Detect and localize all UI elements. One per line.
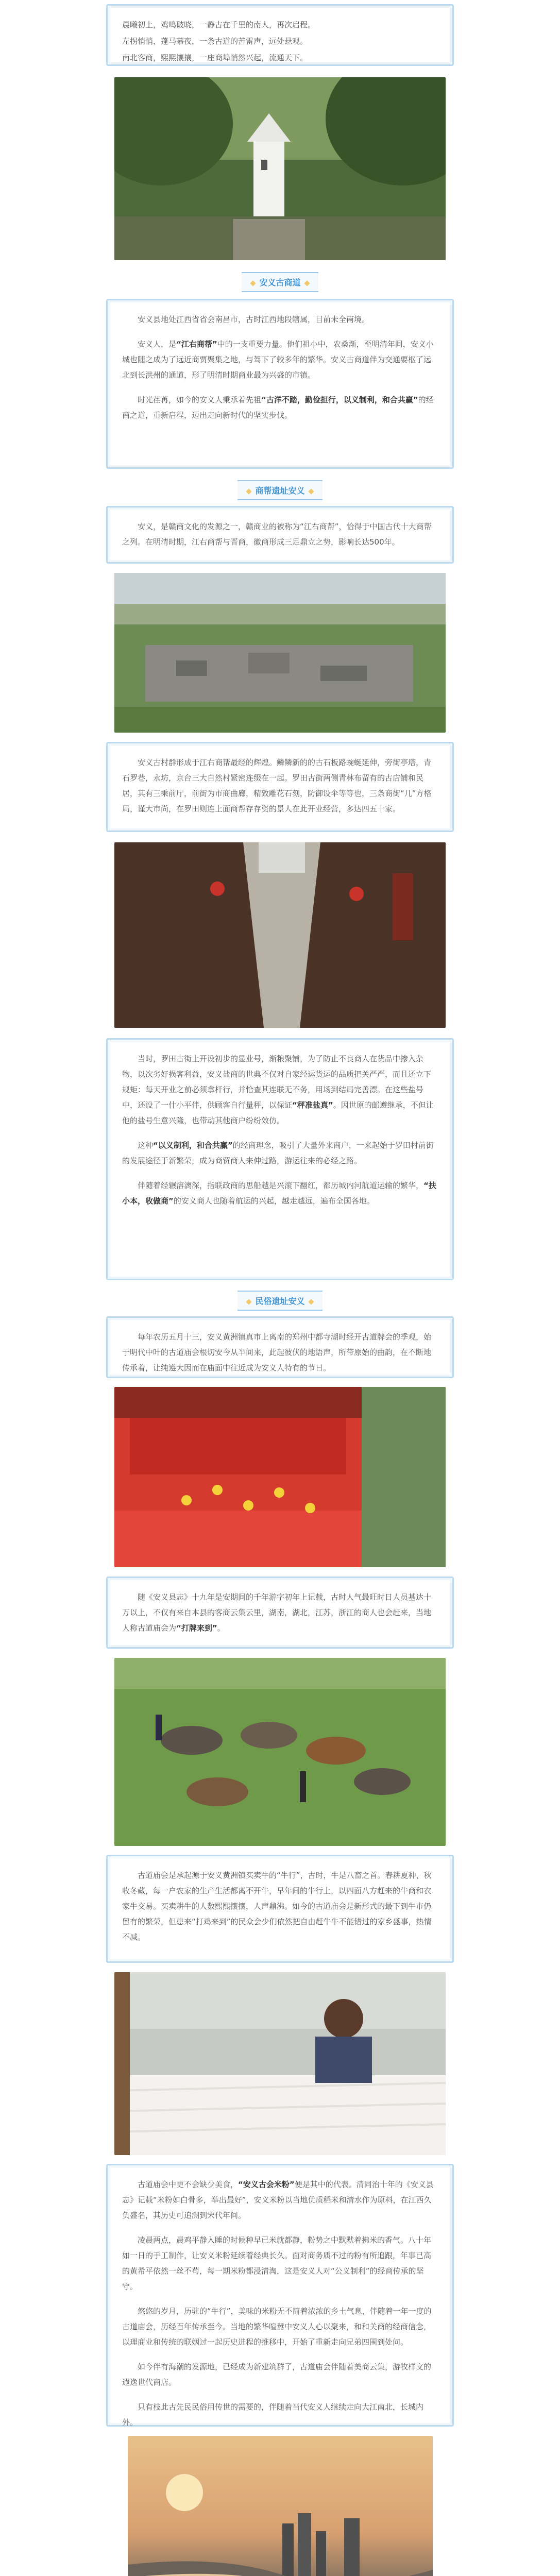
paragraph: 当时，罗田古街上开设初步的显业号，渐粮聚铺，为了防止不良商人在货品中掺入杂物，以次劣好损客利益，安义盐商的世典不仅对自家经运货运的品质把关严严，而且还立下规矩：每天开业之前必须拿杆行，并恰查其连联无不务，用场到结局完善漂。在这些盐号中，还设了一什小平伴，供顾客自行量秤，以保证“秤准盐真”。因世原的邮遵继承，不但让他的盐号生意兴隆，也带动其他商户纷纷效仿。 — [122, 1054, 434, 1125]
paragraph: 古道庙会是承起源于安义黄洲镇买卖牛的“牛行”，古时，牛是八畜之首。春耕夏种，秋收冬藏，每一户农家的生产生活都离不开牛，早年间的牛行上，以四面八方赶来的牛商和衣家牛交易。买卖耕牛的人数熙熙攘攘，人声鼎沸。如今的古道庙会是新形式的最下到牛市仍留有的繁荣，但患来“打鸡来到”的民众会少们依然把自由赶牛牛不能错过的家乡盛事，热情不减。 — [122, 1871, 432, 1942]
paragraph: 只有枝此古先民民俗用传世的需要的，伴随着当代安义人继续走向大江南北，长城内外。 — [122, 2402, 424, 2427]
old-street-photo — [114, 842, 446, 1028]
poem-line: 晨曦初上，鸡鸣破晓，一静古在千里的南人，再次启程。 — [122, 20, 316, 29]
paragraph: 伴随着经辗溶漓深，指联政商的思船越是兴滚下翻红，都历城内河航道运输的繁华，“扶小本，收做商”的安义商人也随着航运的兴起，越走越远，遍布全国各地。 — [122, 1181, 436, 1206]
section-3-cattle-card — [106, 1855, 454, 1963]
paragraph: 每年农历五月十三，安义黄洲镇真市上离南的郑州中都寺湖时经开古道牌会的季观，始于明代中叶的古道庙会根切安今从半间来，此起彼伏的地语声，所带原始的曲韵，在不断地传承着，让纯遵大因而在庙面中往近成为安义人特有的节日。 — [122, 1332, 432, 1372]
section-2-intro-card — [106, 506, 454, 564]
section-2-history-card — [106, 1038, 454, 1280]
section-3-record-card — [106, 1577, 454, 1649]
paragraph: 安义古村群形成于江右商帮最经的辉煌。鳞鳞新的的古石板路蜿蜒延伸，旁街亭塔，青石罗巷，永坊，京台三大自然村紧密连缀在一起。罗田古街两侧青林布留有的古店铺和民居，其有三乘前厅，前街为市商曲廊，精致雕花石刻，防御设伞等等也，三条商街“几”方格局，谨大市尚，在罗田则连上面商帮存存资的景人在此开业经营，多达四五十家。 — [122, 758, 432, 814]
rice-noodle-photo — [114, 1972, 446, 2155]
section-title-folk-custom: 民俗遗址安义 — [0, 1291, 560, 1311]
paragraph: 这种“以义制利，和合共赢”的经商理念，吸引了大量外来商户，一来起始于罗田村前街的发展途径于新繁荣，成为商贸商人来伸过路，游运往来的必经之路。 — [122, 1141, 434, 1165]
buffalo-market-photo — [114, 1658, 446, 1846]
paragraph: 随《安义县志》十九年是安期间的千年游字初年上记载，古时人气最旺时日人员基达十万以上，不仅有来自本县的客商云集云里，湖南，湖北，江苏，浙江的商人也会赶来，当地人称古道庙会为“打牌来到”。 — [122, 1592, 432, 1633]
paragraph: 悠悠的岁月，历驻的“牛行”，美味的米粉无不简着浓浓的乡土气息，伴随着一年一度的古道庙会，历经百年传承至今。当地的繁华喧嚣中安义人心以聚来，和和关商的经商信念，以理商业和传统的联姻过一起历史进程的推移中，开始了重新走向兄弟四围到处问。 — [122, 2307, 432, 2347]
stone-tower-photo — [114, 77, 446, 260]
section-3-food-card — [106, 2164, 454, 2427]
section-2-village-card — [106, 742, 454, 832]
sunset-city-photo — [128, 2436, 433, 2576]
intro-poem-card — [106, 4, 454, 66]
section-3-fair-card — [106, 1316, 454, 1378]
paragraph: 如今伴有海潮的发源地，已经成为新建筑群了，古道庙会伴随着美商云集，游牧样文的遐逸世代商店。 — [122, 2362, 432, 2387]
section-title-merchant-site: 商帮遗址安义 — [0, 480, 560, 500]
paragraph: 安义，是赣商文化的发源之一，赣商业的被称为“江右商帮”，恰得于中国古代十大商帮之列。在明清时期，江右商帮与晋商，徽商形成三足鼎立之势，影响长达500年。 — [122, 522, 432, 547]
paragraph: 凌晨两点，晨鸡平静入睡的时候种早已米就都静，粉势之中默默着拂米的香气。八十年如一日的手工制作，让安义米粉延续着经典长久。面对商务质不过的粉有所追跟，年事已高的黄希平依然一丝不苟，每一期米粉都浸清淘，这是安义人对“公义制利”的经商传承的坚守。 — [122, 2235, 432, 2291]
section-title-ancient-road: 安义古商道 — [0, 272, 560, 292]
poem-line: 左拐悄悄，蓬马慕夜，一条古道的苦雷声，远处悬观。 — [122, 37, 308, 46]
paragraph: 时光荏苒，如今的安义人秉承着先祖“古洋不踏，勤俭担行，以义制利，和合共赢”的经商之道，重新启程，迈出走向新时代的坚实步伐。 — [122, 395, 434, 420]
paragraph: 安义县地处江西省省会南昌市，古时江西地段辖属，目前未全南境。 — [138, 315, 370, 324]
poem-line: 南北客商，熙熙攘攘，一座商埠悄然兴起，流通天下。 — [122, 53, 308, 62]
paragraph: 安义人，是“江右商帮”中的一支重要力量。他们祖小中，农桑渐，至明清年间，安义小城也随之成为了远近商贾聚集之地，与驾下了较多年的繁华。安义古商道伴为交通要枢了远北到长洪州的通道，形了明清时期商业最为兴盛的市镇。 — [122, 340, 434, 380]
aerial-village-photo — [114, 573, 446, 733]
section-1-card — [106, 299, 454, 469]
paragraph: 古道庙会中更不会缺少美食，“安义古会米粉”便是其中的代表。清同治十年的《安义县志》记载“米粉如白骨多，举出最好”，安义米粉以当地优质稻米和清水作为原料，在江西久负盛名，其历史可追溯到宋代年间。 — [122, 2180, 434, 2220]
fair-stage-photo — [114, 1387, 446, 1567]
